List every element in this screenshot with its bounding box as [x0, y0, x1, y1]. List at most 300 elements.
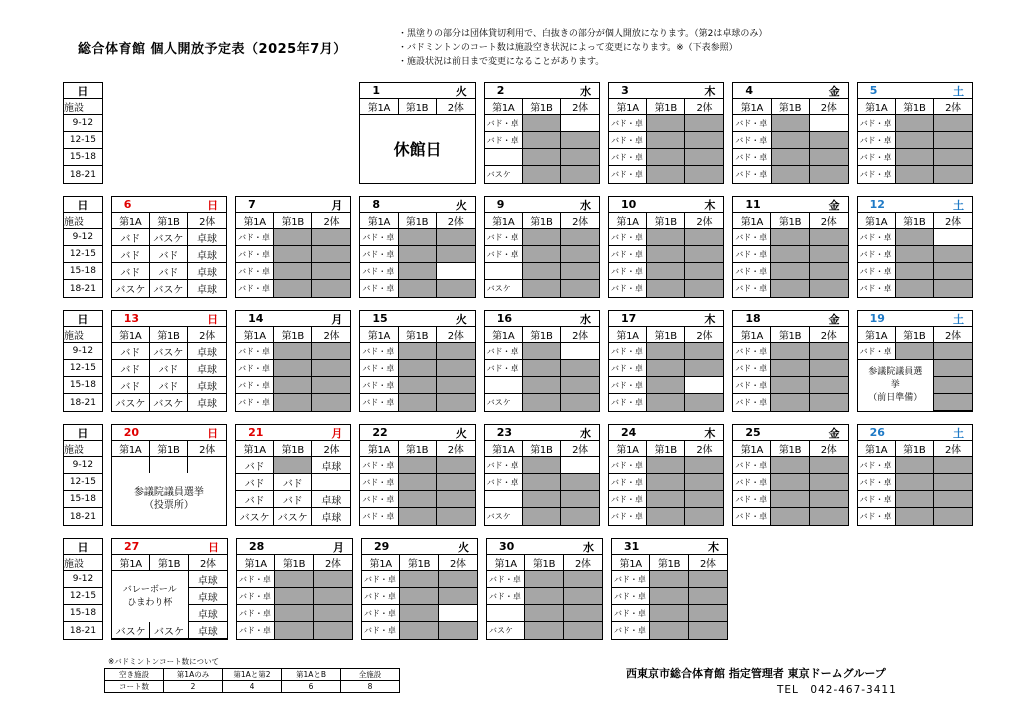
reserved-slot — [771, 457, 809, 473]
weekday: 日 — [208, 540, 219, 554]
court-header-cell: 空き施設 — [105, 669, 164, 681]
slot-row — [733, 394, 847, 411]
reserved-slot — [312, 377, 350, 393]
facility-header: 第1A — [112, 327, 150, 342]
slot-row — [609, 263, 723, 280]
slot-row — [609, 377, 723, 394]
reserved-slot — [810, 132, 848, 148]
slot-row — [360, 229, 474, 246]
day-number: 23 — [496, 426, 513, 439]
day-header — [609, 197, 723, 213]
facility-header: 2体 — [699, 559, 716, 570]
reserved-slot — [274, 343, 312, 359]
time-slot: 12-15 — [69, 135, 96, 145]
reserved-slot — [523, 343, 561, 359]
slot-cell — [485, 377, 523, 393]
slot-row — [858, 457, 972, 474]
facility-header: 第1A — [360, 213, 398, 228]
slot-cell: バド・卓 — [236, 394, 274, 411]
reserved-slot — [685, 508, 723, 525]
day-header — [112, 197, 226, 213]
day-number: 8 — [372, 198, 381, 211]
facility-header: 第1A — [236, 213, 274, 228]
slot-cell: バド・卓 — [733, 149, 771, 165]
facility-header: 第1A — [858, 441, 896, 456]
day-header — [733, 197, 847, 213]
day-header — [733, 425, 847, 441]
day-header — [236, 311, 350, 327]
day-header — [360, 197, 474, 213]
reserved-slot — [771, 491, 809, 507]
time-slot-label — [64, 360, 102, 377]
day-cell — [359, 196, 475, 298]
day-header — [236, 425, 350, 441]
slot-cell: バド・卓 — [609, 263, 647, 279]
day-header — [112, 311, 226, 327]
time-slot-label — [64, 229, 102, 246]
slot-cell: バド — [236, 457, 274, 473]
reserved-slot — [399, 474, 437, 490]
slot-row — [360, 474, 474, 491]
facility-header: 第1A — [858, 99, 896, 114]
reserved-slot — [650, 571, 688, 587]
slot-row — [487, 571, 602, 588]
reserved-slot — [934, 394, 972, 410]
facility-header: 第1A — [112, 555, 150, 570]
slot-row — [485, 115, 599, 132]
time-slot-label — [64, 377, 102, 394]
facility-header-row — [858, 441, 972, 457]
day-number: 26 — [869, 426, 885, 439]
weekday: 金 — [828, 198, 840, 212]
reserved-slot — [772, 115, 810, 131]
slot-row — [237, 571, 352, 588]
time-slot-label — [64, 394, 102, 411]
day-number: 12 — [869, 198, 885, 211]
slot-row — [112, 263, 226, 280]
weekday: 火 — [455, 198, 467, 212]
reserved-slot — [896, 263, 934, 279]
facility-header: 第1B — [771, 441, 809, 456]
reserved-slot — [437, 280, 475, 297]
slot-row — [609, 132, 723, 149]
slot-cell — [561, 343, 599, 359]
slot-cell: バド・卓 — [236, 246, 274, 262]
slot-cell: バスケ — [485, 166, 523, 183]
court-header-cell: 第1AとB — [282, 669, 341, 681]
slot-cell — [150, 457, 188, 473]
slot-row — [733, 115, 847, 132]
slot-cell: バド・卓 — [612, 571, 650, 587]
reserved-slot — [561, 394, 599, 411]
slot-row — [485, 508, 599, 525]
reserved-slot — [523, 508, 561, 525]
slot-cell: バスケ — [150, 343, 188, 359]
time-slot-label — [64, 132, 102, 149]
event-label: （投票所） — [143, 500, 194, 511]
weekday: 水 — [583, 540, 594, 554]
facility-header: 第1B — [523, 213, 561, 228]
slot-cell: バスケ — [112, 622, 150, 638]
time-slot-label — [64, 588, 102, 605]
reserved-slot — [685, 474, 723, 490]
facility-header: 2体 — [449, 559, 466, 570]
day-header — [733, 311, 847, 327]
slot-row — [858, 115, 972, 132]
slot-cell: バド・卓 — [609, 491, 647, 507]
reserved-slot — [650, 588, 688, 604]
slot-row — [733, 360, 847, 377]
reserved-slot — [561, 263, 599, 279]
slot-cell: バド・卓 — [733, 280, 771, 297]
empty-day — [736, 538, 853, 640]
slot-cell: バスケ — [150, 622, 188, 638]
slot-cell: バスケ — [150, 229, 188, 245]
reserved-slot — [274, 229, 312, 245]
slot-row — [485, 360, 599, 377]
reserved-slot — [437, 377, 475, 393]
reserved-slot — [314, 588, 352, 604]
slot-cell: 卓球 — [197, 575, 218, 587]
reserved-slot — [647, 474, 685, 490]
reserved-slot — [523, 280, 561, 297]
weekday: 日 — [207, 198, 219, 212]
event-label: 参議院議員選挙 — [133, 487, 204, 498]
reserved-slot — [561, 246, 599, 262]
day-header — [485, 311, 599, 327]
slot-cell: バド・卓 — [362, 622, 400, 639]
reserved-slot — [934, 491, 972, 507]
reserved-slot — [274, 263, 312, 279]
weekday: 日 — [207, 312, 219, 326]
slot-cell: バド — [112, 246, 150, 262]
reserved-slot — [896, 508, 934, 525]
slot-row — [609, 115, 723, 132]
time-slot-label — [64, 166, 102, 183]
day-number: 24 — [621, 426, 637, 439]
facility-header: 第1B — [896, 99, 934, 114]
slot-row — [733, 474, 847, 491]
day-header — [487, 539, 602, 555]
slot-row — [236, 280, 350, 297]
facility-header-row — [733, 441, 847, 457]
slot-row — [487, 622, 602, 639]
reserved-slot — [312, 263, 350, 279]
reserved-slot — [934, 508, 972, 525]
time-slot-label — [64, 474, 102, 491]
slot-cell: バド・卓 — [733, 115, 771, 131]
facility-header: 2体 — [820, 103, 837, 114]
slot-row — [487, 605, 602, 622]
facility-header-row — [236, 327, 350, 343]
reserved-slot — [685, 280, 723, 297]
slot-cell: バド・卓 — [485, 343, 523, 359]
court-header-cell: 全施設 — [341, 669, 400, 681]
slot-cell: バド・卓 — [360, 377, 398, 393]
time-slot: 18-21 — [69, 169, 96, 180]
day-cell — [235, 310, 351, 412]
reserved-slot — [896, 229, 934, 245]
slot-cell: バド — [112, 343, 150, 359]
reserved-slot — [437, 457, 475, 473]
facility-header: 第1A — [237, 555, 275, 570]
slot-cell: バド・卓 — [733, 246, 771, 262]
facility-header: 第1B — [523, 441, 561, 456]
event-overlay — [112, 473, 226, 525]
time-slot-label — [64, 605, 102, 622]
slot-row — [858, 508, 972, 525]
slot-row — [485, 394, 599, 411]
reserved-slot — [275, 605, 313, 621]
day-cell — [732, 82, 848, 184]
slot-cell — [485, 149, 523, 165]
day-header — [112, 539, 227, 555]
slot-cell — [561, 115, 599, 131]
slot-row — [858, 246, 972, 263]
reserved-slot — [523, 166, 561, 183]
reserved-slot — [437, 343, 475, 359]
reserved-slot — [561, 229, 599, 245]
reserved-slot — [810, 166, 848, 183]
facility-header: 第1A — [360, 441, 398, 456]
slot-cell: バド・卓 — [733, 166, 771, 183]
reserved-slot — [647, 132, 685, 148]
facility-header: 第1B — [274, 213, 312, 228]
facility-header: 第1A — [858, 213, 896, 228]
slot-cell: バド・卓 — [237, 571, 275, 587]
reserved-slot — [312, 229, 350, 245]
time-slot: 18-21 — [69, 283, 96, 294]
event-overlay — [858, 360, 934, 411]
slot-row — [485, 280, 599, 297]
facility-header: 第1A — [485, 99, 523, 114]
reserved-slot — [564, 588, 602, 604]
reserved-slot — [810, 343, 848, 359]
facility-header: 2体 — [696, 103, 713, 114]
reserved-slot — [564, 605, 602, 621]
slot-row — [485, 166, 599, 183]
facility-header-row — [733, 213, 847, 229]
day-number: 13 — [123, 312, 140, 325]
time-slot-label — [64, 246, 102, 263]
reserved-slot — [896, 491, 934, 507]
day-header — [112, 425, 226, 441]
reserved-slot — [934, 263, 972, 279]
weekday: 土 — [952, 426, 964, 440]
slot-cell: バド — [236, 491, 274, 507]
reserved-slot — [647, 491, 685, 507]
reserved-slot — [650, 622, 688, 639]
facility-header: 第1A — [360, 99, 398, 114]
slot-row — [112, 394, 226, 411]
time-slot: 9-12 — [72, 574, 94, 584]
facility-header: 2体 — [323, 217, 340, 228]
slot-row — [609, 457, 723, 474]
slot-cell: バド・卓 — [733, 474, 771, 490]
weekday: 土 — [952, 312, 964, 326]
slot-row — [236, 377, 350, 394]
day-cell — [359, 310, 475, 412]
slot-cell: バド・卓 — [236, 377, 274, 393]
slot-row — [237, 588, 352, 605]
slot-row — [612, 588, 727, 605]
reserved-slot — [312, 394, 350, 411]
slot-cell: 卓球 — [197, 267, 218, 279]
day-cell — [111, 310, 227, 412]
slot-cell: バド・卓 — [858, 149, 896, 165]
facility-header: 2体 — [820, 445, 837, 456]
facility-header: 第1B — [896, 213, 934, 228]
reserved-slot — [275, 588, 313, 604]
reserved-slot — [689, 622, 727, 639]
reserved-slot — [689, 571, 727, 587]
slot-row — [858, 149, 972, 166]
time-slot: 18-21 — [69, 511, 96, 522]
day-number: 14 — [248, 312, 264, 325]
reserved-slot — [523, 474, 561, 490]
reserved-slot — [810, 246, 848, 262]
slot-cell: バスケ — [150, 394, 188, 411]
court-header-cell: 第1Aと第2 — [223, 669, 282, 681]
day-number: 18 — [745, 312, 761, 325]
slot-row — [733, 132, 847, 149]
notes — [398, 27, 767, 69]
time-slot: 12-15 — [69, 591, 97, 601]
slot-cell: バド・卓 — [858, 508, 896, 525]
telephone: TEL 042-467-3411 — [777, 684, 897, 696]
reserved-slot — [647, 246, 685, 262]
slot-row — [609, 166, 723, 183]
slot-row — [612, 605, 727, 622]
reserved-slot — [934, 246, 972, 262]
day-header — [609, 425, 723, 441]
day-cell — [484, 310, 600, 412]
court-value-cell: 2 — [164, 681, 223, 693]
reserved-slot — [647, 149, 685, 165]
facility-header-row — [485, 213, 599, 229]
facility-header-row — [485, 99, 599, 115]
reserved-slot — [810, 394, 848, 411]
reserved-slot — [647, 394, 685, 411]
slot-row — [236, 491, 350, 508]
slot-cell: バド・卓 — [858, 166, 896, 183]
slot-cell: バド・卓 — [485, 457, 523, 473]
day-cell — [608, 310, 724, 412]
slot-cell: バド・卓 — [612, 605, 650, 621]
facility-header: 第1A — [485, 327, 523, 342]
reserved-slot — [685, 166, 723, 183]
slot-cell: バド・卓 — [858, 115, 896, 131]
weekday: 水 — [580, 198, 592, 212]
reserved-slot — [772, 166, 810, 183]
facility-header: 2体 — [447, 103, 464, 114]
reserved-slot — [437, 246, 475, 262]
reserved-slot — [399, 246, 437, 262]
weekday: 木 — [704, 198, 716, 212]
facility-header-row — [236, 213, 350, 229]
slot-row — [236, 343, 350, 360]
slot-cell — [934, 229, 972, 245]
slot-cell — [685, 377, 723, 393]
weekday: 火 — [455, 84, 467, 98]
facility-header-row — [858, 327, 972, 343]
facility-header: 第1B — [399, 99, 437, 114]
day-number: 19 — [869, 312, 885, 325]
slot-cell: 卓球 — [197, 250, 218, 262]
reserved-slot — [525, 571, 563, 587]
slot-cell: バド・卓 — [609, 377, 647, 393]
slot-cell: バド・卓 — [236, 360, 274, 376]
slot-cell: バド・卓 — [360, 246, 398, 262]
reserved-slot — [934, 343, 972, 359]
day-number: 28 — [249, 540, 265, 553]
event-label: 挙 — [890, 379, 900, 390]
slot-row — [733, 491, 847, 508]
facility-header: 2体 — [323, 331, 340, 342]
reserved-slot — [399, 360, 437, 376]
weekday: 月 — [331, 312, 343, 326]
slot-cell: バド・卓 — [858, 280, 896, 297]
reserved-slot — [523, 263, 561, 279]
slot-row — [485, 149, 599, 166]
slot-cell: 卓球 — [197, 285, 218, 296]
facility-header: 2体 — [447, 445, 464, 456]
court-value-cell: コート数 — [105, 681, 164, 693]
reserved-slot — [561, 132, 599, 148]
slot-cell: バスケ — [485, 280, 523, 297]
reserved-slot — [274, 246, 312, 262]
slot-cell: バド・卓 — [858, 474, 896, 490]
facility-header: 第1B — [399, 327, 437, 342]
facility-header: 第1B — [275, 555, 313, 570]
reserved-slot — [810, 491, 848, 507]
reserved-slot — [399, 229, 437, 245]
slot-row — [858, 263, 972, 280]
facility-label-column — [63, 538, 103, 640]
slot-cell: バスケ — [112, 394, 150, 411]
slot-cell: バド・卓 — [360, 457, 398, 473]
slot-row — [485, 377, 599, 394]
facility-header: 第1B — [525, 555, 563, 570]
slot-cell: バド・卓 — [237, 588, 275, 604]
day-header — [360, 425, 474, 441]
day-cell — [111, 196, 227, 298]
court-value-cell: 6 — [282, 681, 341, 693]
facility-header: 第1A — [236, 441, 274, 456]
facility-header: 2体 — [199, 331, 215, 342]
facility-header: 2体 — [696, 331, 713, 342]
weekday: 火 — [455, 426, 467, 440]
weekday: 火 — [458, 540, 469, 554]
slot-row — [112, 622, 227, 639]
slot-cell: バド・卓 — [487, 571, 525, 587]
reserved-slot — [561, 377, 599, 393]
facility-label: 施設 — [64, 99, 102, 115]
slot-cell: バド・卓 — [858, 132, 896, 148]
signature: 西東京市総合体育館 指定管理者 東京ドームグループ — [626, 667, 886, 680]
slot-cell: バド・卓 — [360, 508, 398, 525]
reserved-slot — [685, 457, 723, 473]
day-number: 16 — [496, 312, 513, 325]
facility-header: 第1A — [609, 99, 647, 114]
reserved-slot — [685, 115, 723, 131]
facility-header-row — [112, 327, 226, 343]
week-row — [63, 424, 973, 526]
time-slot-label — [64, 571, 102, 588]
slot-row — [609, 474, 723, 491]
reserved-slot — [439, 588, 477, 604]
slot-cell — [487, 605, 525, 621]
